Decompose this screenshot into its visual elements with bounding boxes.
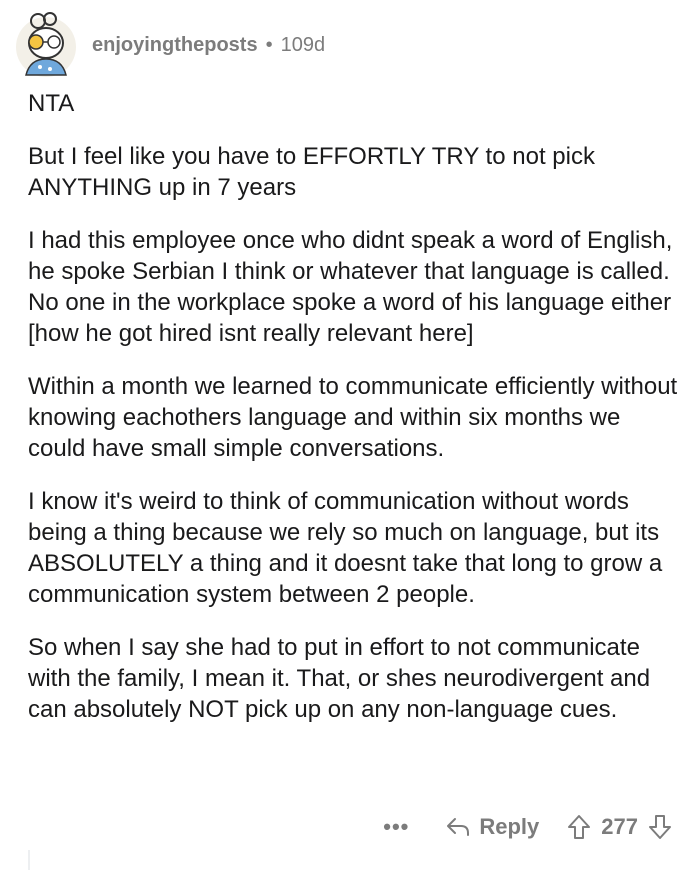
vote-count: 277 bbox=[601, 814, 638, 839]
username-link[interactable]: enjoyingtheposts bbox=[92, 33, 258, 56]
comment-body bbox=[28, 88, 678, 747]
comment-paragraph: NTA bbox=[28, 90, 75, 117]
comment-paragraph: But I feel like you have to EFFORTLY TRY to not pick ANYTHING up in 7 years bbox=[28, 143, 595, 201]
meta-separator: • bbox=[265, 33, 273, 56]
vote-controls bbox=[567, 814, 672, 840]
avatar[interactable] bbox=[12, 11, 80, 79]
comment-meta bbox=[92, 34, 325, 57]
more-options-button[interactable]: ••• bbox=[383, 814, 410, 839]
reply-label: Reply bbox=[479, 814, 540, 839]
reply-button[interactable] bbox=[445, 814, 539, 840]
comment-paragraph: I had this employee once who didnt speak a word of English, he spoke Serbian I think or whatever that language is called. No one in the workplace spoke a word of his language either [how he got hired isnt really relevant here] bbox=[28, 227, 673, 347]
comment-header bbox=[12, 10, 325, 80]
upvote-arrow-icon[interactable] bbox=[567, 814, 591, 840]
comment-paragraph: So when I say she had to put in effort to not communicate with the family, I mean it. That, or shes neurodivergent and can absolutely NOT pick up on any non-language cues. bbox=[28, 634, 651, 723]
reply-arrow-icon bbox=[445, 816, 471, 838]
comment-age: 109d bbox=[280, 33, 326, 56]
thread-line[interactable] bbox=[28, 850, 30, 870]
comment-actions bbox=[383, 814, 672, 840]
comment-paragraph: I know it's weird to think of communication without words being a thing because we rely so much on language, but its ABSOLUTELY a thing and it doesnt take that long to grow a communication system between 2 people. bbox=[28, 488, 663, 608]
downvote-arrow-icon[interactable] bbox=[648, 814, 672, 840]
comment-paragraph: Within a month we learned to communicate efficiently without knowing eachothers language and within six months we could have small simple conversations. bbox=[28, 373, 678, 462]
